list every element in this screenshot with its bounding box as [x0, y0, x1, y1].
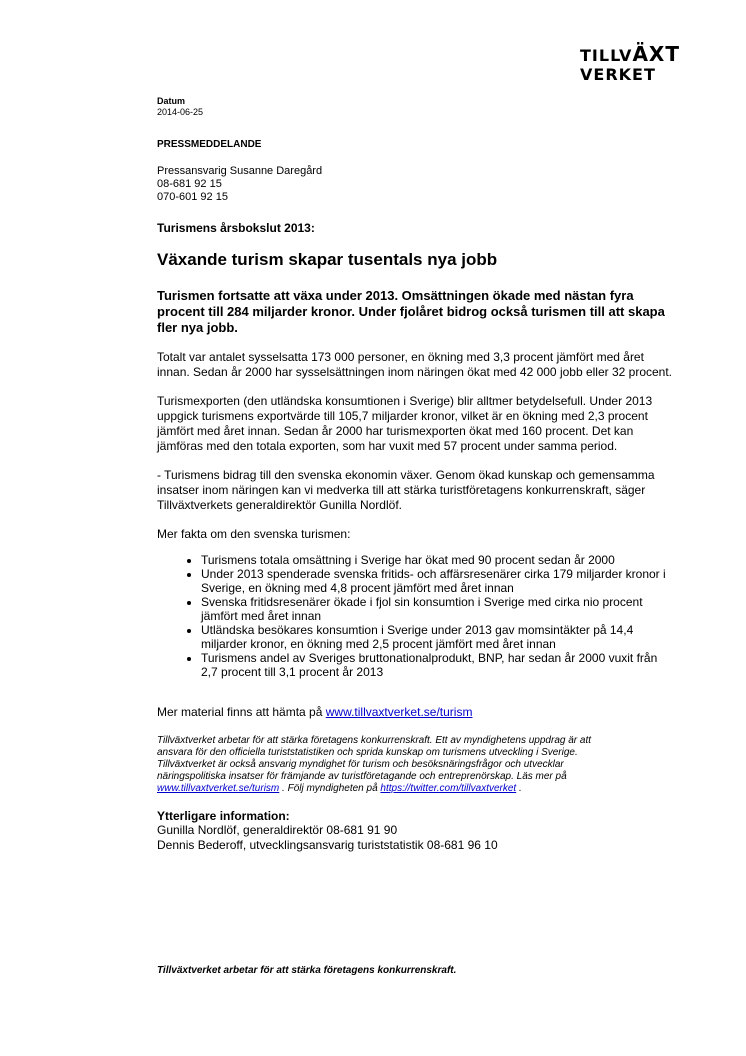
logo-line-1-main: TILLV: [580, 46, 633, 65]
further-info-line: Gunilla Nordlöf, generaldirektör 08-681 91 90: [157, 823, 398, 837]
datum-label: Datum: [157, 96, 186, 106]
press-contact: [157, 165, 677, 204]
about-agency: [157, 735, 627, 795]
contact-line: 08-681 92 15: [157, 178, 222, 190]
facts-intro: Mer fakta om den svenska turismen:: [157, 527, 351, 541]
headline: Växande turism skapar tusentals nya jobb: [157, 250, 498, 269]
turism-link[interactable]: www.tillvaxtverket.se/turism: [325, 705, 473, 719]
further-info-heading: Ytterligare information:: [157, 809, 290, 823]
about-mid-text: . Följ myndigheten på: [279, 783, 381, 794]
list-item: • Turismens totala omsättning i Sverige har ökat med 90 procent sedan år 2000: [201, 553, 677, 567]
lead-paragraph: Turismen fortsatte att växa under 2013. Omsättningen ökade med nästan fyra procent till 284 miljarder kronor. Under fjolåret bidrog också turismen till att skapa fler nya jobb.: [157, 288, 665, 335]
body-paragraph: - Turismens bidrag till den svenska ekonomin växer. Genom ökad kunskap och gemensamma insatser inom näringen kan vi medverka till att stärka turistföretagens konkurrenskraft, säger Tillväxtverkets generaldirektör Gunilla Nordlöf.: [157, 468, 655, 512]
contact-line: 070-601 92 15: [157, 191, 228, 203]
logo-line-1: [580, 44, 700, 66]
logo-line-2: VERKET: [580, 65, 656, 84]
tillvaxtverket-logo: [580, 44, 700, 84]
list-item: • Under 2013 spenderade svenska fritids- och affärsresenärer cirka 179 miljarder kronor i Sverige, en ökning med 4,8 procent jämfört med året innan: [201, 567, 677, 595]
kicker: Turismens årsbokslut 2013:: [157, 221, 315, 235]
list-item: • Svenska fritidsresenärer ökade i fjol sin konsumtion i Sverige med cirka nio procent jämfört med året innan: [201, 595, 677, 623]
further-info-line: Dennis Bederoff, utvecklingsansvarig turiststatistik 08-681 96 10: [157, 838, 498, 852]
about-text: Tillväxtverket arbetar för att stärka företagens konkurrenskraft. Ett av myndighetens uppdrag är att ansvara för den officiella turiststatistiken och sprida kunskap om turismens utveckling i Sverige. Tillväxtverket är också ansvarig myndighet för turism och besöksnäringsfrågor och utvecklar näringspolitiska insatser för främjande av turistföretagande och entreprenörskap. Läs mer på: [157, 735, 592, 782]
more-material-text: Mer material finns att hämta på: [157, 705, 326, 719]
list-item: • Utländska besökares konsumtion i Sverige under 2013 gav momsintäkter på 14,4 miljarder kronor, en ökning med 2,5 procent jämfört med året innan: [201, 623, 677, 651]
facts-list: [157, 553, 677, 679]
document-type: PRESSMEDDELANDE: [157, 139, 262, 150]
more-material: [157, 705, 677, 719]
document-body: [157, 96, 677, 853]
datum-value: 2014-06-25: [157, 107, 204, 117]
body-paragraph: Turismexporten (den utländska konsumtionen i Sverige) blir alltmer betydelsefull. Under 2013 uppgick turismens exportvärde till 105,7 miljarder kronor, vilket är en ökning med 2,3 procent jämfört med året innan. Sedan år 2000 har turismexporten ökat med 160 procent. Det kan jämföras med den totala exporten, som har vuxit med 57 procent under samma period.: [157, 394, 653, 453]
about-end-text: .: [516, 783, 522, 794]
body-paragraph: Totalt var antalet sysselsatta 173 000 personer, en ökning med 3,3 procent jämfört med året innan. Sedan år 2000 har sysselsättningen inom näringen ökat med 42 000 jobb eller 32 procent.: [157, 350, 673, 379]
twitter-link[interactable]: https://twitter.com/tillvaxtverket: [380, 783, 517, 794]
footer-tagline: Tillväxtverket arbetar för att stärka företagens konkurrenskraft.: [157, 965, 457, 976]
about-turism-link[interactable]: www.tillvaxtverket.se/turism: [157, 783, 280, 794]
list-item: • Turismens andel av Sveriges bruttonationalprodukt, BNP, har sedan år 2000 vuxit från 2,7 procent till 3,1 procent år 2013: [201, 651, 677, 679]
logo-line-1-tail: ÄXT: [632, 42, 680, 66]
contact-line: Pressansvarig Susanne Daregård: [157, 165, 323, 177]
